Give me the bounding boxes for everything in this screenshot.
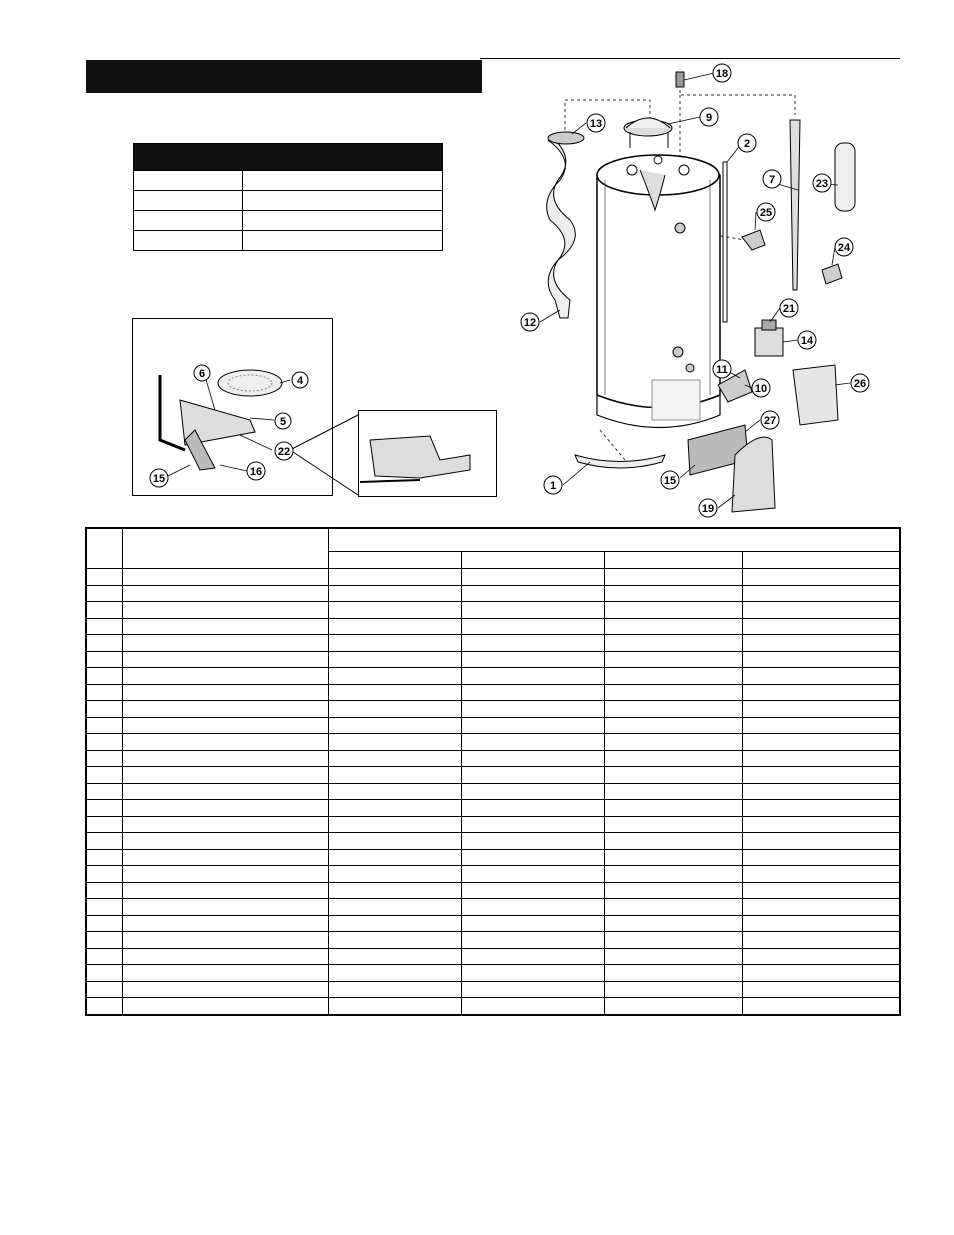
parts-table-body [86,569,900,1015]
svg-text:24: 24 [837,242,851,254]
table-row [86,965,900,982]
table-row [86,849,900,866]
nipple-part [676,72,684,87]
svg-text:12: 12 [523,317,537,329]
callout-15 [661,471,679,489]
table-row [86,816,900,833]
table-row [86,684,900,701]
svg-text:7: 7 [768,174,776,186]
callout-27 [761,411,779,429]
fitting-part [822,264,842,284]
table-row [86,899,900,916]
callout-23 [813,174,831,192]
svg-text:2: 2 [743,138,751,150]
svg-text:26: 26 [853,378,867,390]
table-row [86,915,900,932]
svg-text:4: 4 [296,375,304,387]
table-row [86,618,900,635]
callout-burner-6 [194,365,210,381]
svg-text:13: 13 [589,118,603,130]
svg-text:27: 27 [763,415,777,427]
svg-text:10: 10 [754,383,768,395]
svg-text:6: 6 [198,368,206,380]
svg-text:16: 16 [249,466,263,478]
table-row [86,783,900,800]
table-row [86,668,900,685]
svg-text:15: 15 [663,475,677,487]
svg-text:22: 22 [277,446,291,458]
table-row [86,734,900,751]
callout-26 [851,374,869,392]
svg-text:11: 11 [716,364,728,376]
relief-valve [742,230,765,250]
svg-text:14: 14 [800,335,814,347]
table-row [86,981,900,998]
table-row [86,701,900,718]
table-row [86,585,900,602]
callout-14 [798,331,816,349]
callout-burner-4 [292,372,308,388]
table-row [86,635,900,652]
callout-21 [780,299,798,317]
pilot-detail-drawing [360,436,470,482]
svg-text:18: 18 [715,68,729,80]
flue-baffle [547,132,584,318]
table-row [86,833,900,850]
table-row [86,602,900,619]
anode-rod [790,120,800,290]
callout-19 [699,499,717,517]
base-ring [575,455,665,468]
callout-1 [544,476,562,494]
callout-24 [835,238,853,256]
callout-11 [713,360,731,378]
table-row [86,717,900,734]
dip-tube [723,162,727,322]
callout-13 [587,114,605,132]
table-row [86,569,900,586]
svg-text:5: 5 [279,416,287,428]
table-row [86,998,900,1015]
table-row [86,750,900,767]
draft-hood [624,118,672,148]
table-row [86,800,900,817]
callout-2 [738,134,756,152]
callout-25 [757,203,775,221]
parts-table-header [86,528,900,552]
svg-text:25: 25 [759,207,773,219]
callout-18 [713,64,731,82]
zoom-lines [290,415,358,495]
table-row [86,932,900,949]
callout-burner-16 [247,462,265,480]
svg-text:9: 9 [705,112,713,124]
parts-list-table [85,527,901,1016]
table-row [86,948,900,965]
svg-text:15: 15 [152,473,166,485]
callout-burner-22 [275,442,293,460]
burner-assembly-drawing [160,370,282,470]
svg-text:23: 23 [815,178,829,190]
table-row [86,651,900,668]
callout-12 [521,313,539,331]
table-row [86,767,900,784]
control-cover [793,365,838,425]
table-row [86,866,900,883]
gas-control-valve [755,320,783,356]
svg-text:21: 21 [782,303,796,315]
callout-burner-5 [275,413,291,429]
callout-9 [700,108,718,126]
callout-10 [752,379,770,397]
water-heater-tank [597,155,720,428]
insulation-sleeve [835,143,855,211]
svg-text:1: 1 [549,480,557,492]
callout-burner-15 [150,469,168,487]
callout-7 [763,170,781,188]
svg-text:19: 19 [701,503,715,515]
table-row [86,882,900,899]
